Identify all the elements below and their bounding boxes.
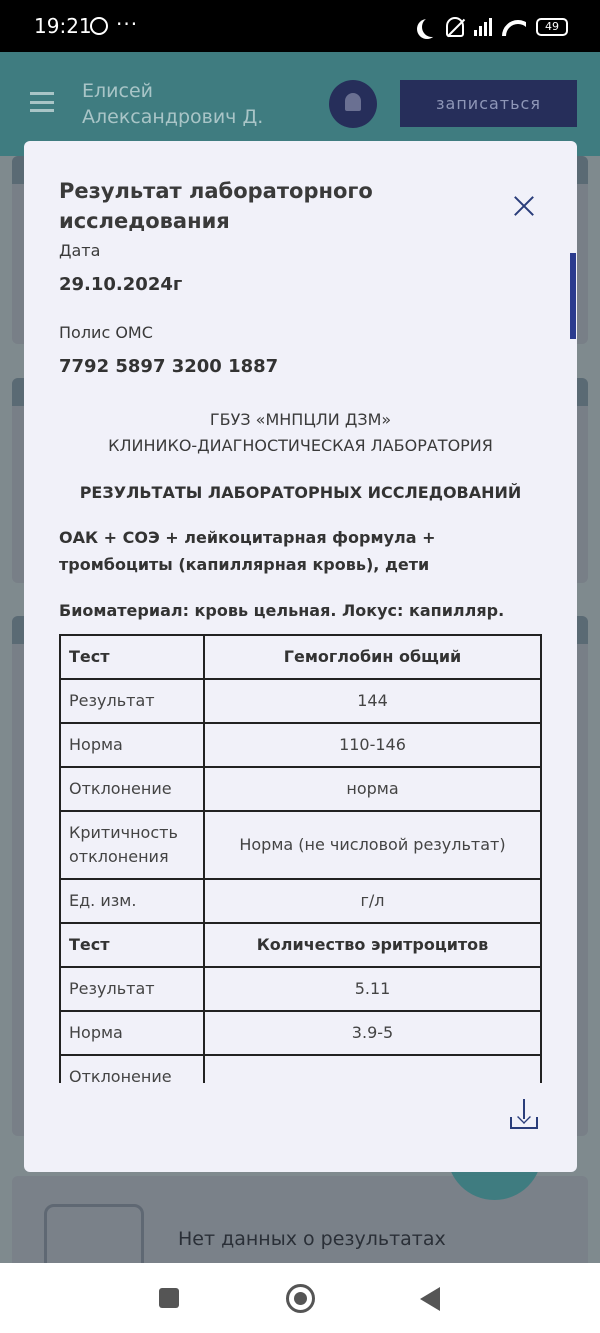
- status-time: 19:21: [34, 14, 92, 38]
- table-row: [60, 767, 541, 811]
- row-label: Норма: [60, 723, 204, 767]
- signal-icon: [474, 18, 492, 36]
- row-label: Норма: [60, 1011, 204, 1055]
- status-bar: [0, 0, 600, 52]
- row-value: Норма (не числовой результат): [204, 811, 541, 879]
- row-label: Отклонение: [60, 1055, 204, 1083]
- empty-results-text: Нет данных о результатах: [178, 1228, 446, 1250]
- table-row: [60, 1011, 541, 1055]
- row-label: Ед. изм.: [60, 879, 204, 923]
- row-value: 5.11: [204, 967, 541, 1011]
- row-value: г/л: [204, 879, 541, 923]
- table-row: [60, 1055, 541, 1083]
- modal-title: Результат лабораторного исследования: [59, 179, 373, 233]
- date-value: 29.10.2024г: [59, 274, 183, 295]
- moon-icon: [422, 17, 442, 37]
- row-value: норма: [204, 767, 541, 811]
- user-last-name: Александрович Д.: [82, 106, 264, 128]
- row-label: Отклонение: [60, 767, 204, 811]
- user-name: [82, 78, 263, 130]
- results-title: РЕЗУЛЬТАТЫ ЛАБОРАТОРНЫХ ИССЛЕДОВАНИЙ: [79, 483, 522, 502]
- policy-value: 7792 5897 3200 1887: [59, 356, 279, 377]
- row-value: 144: [204, 679, 541, 723]
- row-value: 110-146: [204, 723, 541, 767]
- scrollbar[interactable]: [570, 253, 576, 339]
- table-row: [60, 967, 541, 1011]
- row-label: Тест: [60, 635, 204, 679]
- lab-organization: ГБУЗ «МНПЦЛИ ДЗМ»: [209, 410, 392, 429]
- results-table: [59, 634, 542, 1083]
- table-row: [60, 635, 541, 679]
- table-row: [60, 923, 541, 967]
- wifi-icon: [502, 18, 526, 36]
- close-icon[interactable]: [508, 191, 540, 223]
- home-icon[interactable]: [286, 1284, 315, 1313]
- row-value: Гемоглобин общий: [204, 635, 541, 679]
- analysis-name: ОАК + СОЭ + лейкоцитарная формула + тромбоциты (капиллярная кровь), дети: [59, 528, 436, 574]
- whatsapp-icon: [90, 17, 108, 35]
- row-label: Результат: [60, 679, 204, 723]
- notifications-bell-icon[interactable]: [329, 80, 377, 128]
- lab-result-modal: [24, 141, 577, 1172]
- lab-department: КЛИНИКО-ДИАГНОСТИЧЕСКАЯ ЛАБОРАТОРИЯ: [108, 436, 493, 455]
- table-row: [60, 679, 541, 723]
- table-row: [60, 879, 541, 923]
- more-notifications-icon: ···: [116, 12, 139, 36]
- status-icons: [416, 16, 568, 38]
- row-value: [204, 1055, 541, 1083]
- row-value: Количество эритроцитов: [204, 923, 541, 967]
- date-label: Дата: [59, 241, 101, 260]
- table-row: [60, 811, 541, 879]
- row-value: 3.9-5: [204, 1011, 541, 1055]
- table-row: [60, 723, 541, 767]
- download-icon[interactable]: [510, 1099, 538, 1129]
- bell-muted-icon: [446, 17, 464, 37]
- modal-content[interactable]: [59, 241, 542, 1083]
- row-label: Результат: [60, 967, 204, 1011]
- signup-button[interactable]: записаться: [400, 80, 577, 127]
- recent-apps-icon[interactable]: [159, 1288, 179, 1308]
- battery-icon: 49: [536, 18, 568, 36]
- lab-header: [59, 407, 542, 459]
- back-icon[interactable]: [420, 1287, 440, 1311]
- system-nav-bar: [0, 1263, 600, 1333]
- policy-label: Полис ОМС: [59, 323, 153, 342]
- user-first-name: Елисей: [82, 80, 153, 102]
- row-label: Тест: [60, 923, 204, 967]
- row-label: Критичность отклонения: [60, 811, 204, 879]
- menu-icon[interactable]: [30, 92, 54, 112]
- biomaterial: Биоматериал: кровь цельная. Локус: капилляр.: [59, 601, 505, 620]
